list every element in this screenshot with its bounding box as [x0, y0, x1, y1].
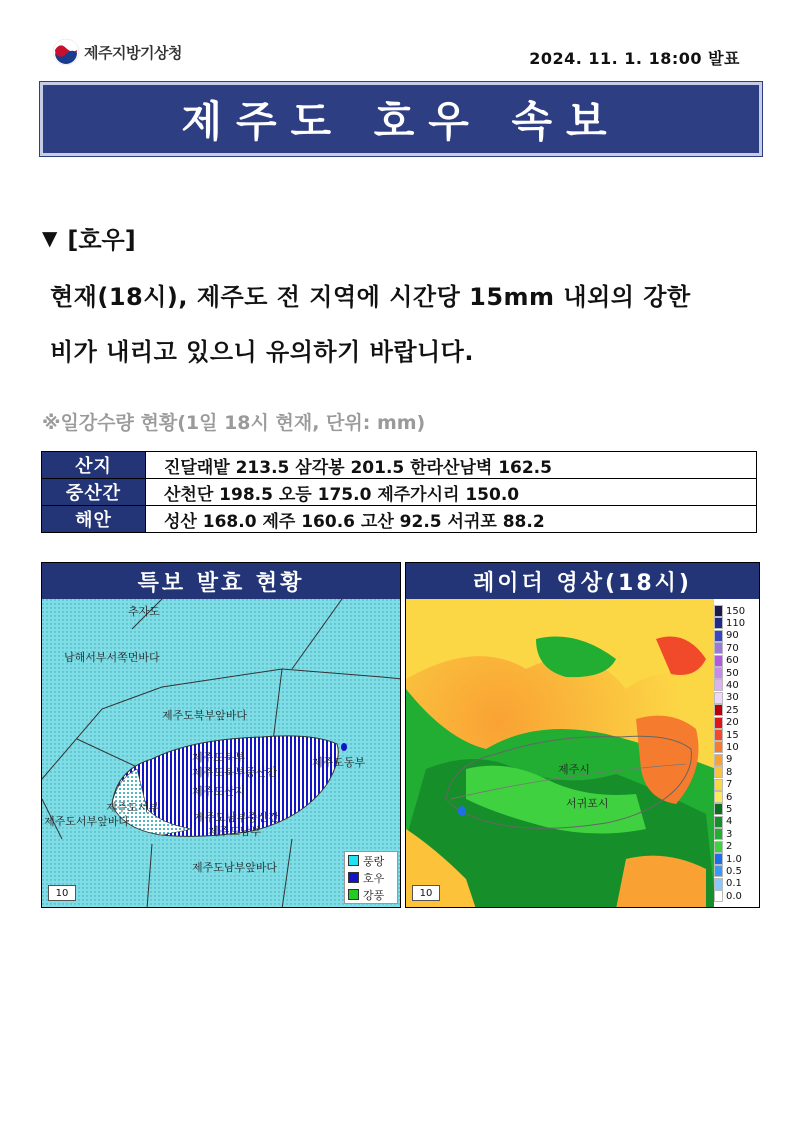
colorbar-item — [714, 828, 759, 840]
radar-marker — [458, 806, 466, 816]
rainfall-values: 성산 168.0 제주 160.6 고산 92.5 서귀포 88.2 — [146, 506, 757, 533]
colorbar-label: 150 — [726, 605, 746, 617]
colorbar-label: 60 — [726, 655, 739, 667]
colorbar-item — [714, 655, 759, 667]
table-row — [42, 452, 757, 479]
rainfall-note: ※일강수량 현황(1일 18시 현재, 단위: mm) — [42, 412, 426, 434]
colorbar-swatch — [714, 605, 723, 617]
colorbar-swatch — [714, 667, 723, 679]
label-west: 제주도서부 — [106, 801, 160, 814]
label-south-mid-mountain: 제주도남부중산간 — [194, 811, 280, 824]
colorbar-swatch — [714, 841, 723, 853]
colorbar-item — [714, 630, 759, 642]
label-mountain: 제주도산지 — [192, 785, 246, 798]
colorbar-swatch — [714, 692, 723, 704]
government-emblem-icon — [52, 38, 80, 66]
colorbar-item — [714, 717, 759, 729]
label-south: 제주도남부 — [208, 825, 262, 838]
colorbar-item — [714, 679, 759, 691]
label-east: 제주도동부 — [312, 756, 366, 769]
colorbar-swatch — [714, 890, 723, 902]
legend-item — [345, 852, 397, 869]
udo-island — [341, 743, 347, 751]
label-chujado: 추자도 — [128, 605, 160, 618]
colorbar-swatch — [714, 729, 723, 741]
colorbar-item — [714, 692, 759, 704]
table-row — [42, 506, 757, 533]
colorbar-item — [714, 617, 759, 629]
radar-title: 레이더 영상(18시) — [406, 563, 759, 599]
colorbar-swatch — [714, 828, 723, 840]
colorbar-swatch — [714, 655, 723, 667]
colorbar-swatch — [714, 704, 723, 716]
colorbar-label: 5 — [726, 803, 733, 815]
colorbar-item — [714, 803, 759, 815]
colorbar-label: 70 — [726, 642, 739, 654]
radar-echo — [616, 856, 706, 908]
legend-swatch — [348, 855, 359, 866]
colorbar-label: 0.5 — [726, 865, 742, 877]
legend-item — [345, 886, 397, 903]
label-north-mid-mountain: 제주도북부중산간 — [192, 766, 278, 779]
colorbar-label: 3 — [726, 828, 733, 840]
colorbar-label: 15 — [726, 729, 739, 741]
colorbar-item — [714, 779, 759, 791]
colorbar-label: 9 — [726, 754, 733, 766]
radar-panel — [405, 562, 760, 908]
legend-label: 강풍 — [363, 888, 385, 902]
colorbar-item — [714, 667, 759, 679]
legend-swatch — [348, 872, 359, 883]
colorbar-swatch — [714, 791, 723, 803]
colorbar-swatch — [714, 741, 723, 753]
document-header — [52, 38, 740, 76]
warning-map-panel — [41, 562, 401, 908]
city-jeju: 제주시 — [558, 763, 590, 776]
colorbar-swatch — [714, 642, 723, 654]
section-heading — [42, 220, 136, 255]
radar-scale: 10 — [412, 885, 440, 901]
colorbar-label: 4 — [726, 816, 733, 828]
colorbar-item — [714, 642, 759, 654]
radar-graphic — [406, 599, 716, 908]
colorbar-swatch — [714, 679, 723, 691]
colorbar-item — [714, 605, 759, 617]
colorbar-label: 90 — [726, 630, 739, 642]
colorbar-item — [714, 791, 759, 803]
colorbar-swatch — [714, 779, 723, 791]
advisory-line: 현재(18시), 제주도 전 지역에 시간당 15mm 내외의 강한 — [50, 283, 691, 311]
colorbar-item — [714, 816, 759, 828]
rainfall-category: 중산간 — [42, 479, 146, 506]
agency-branding — [52, 38, 182, 66]
colorbar-item — [714, 841, 759, 853]
colorbar-label: 2 — [726, 841, 733, 853]
colorbar-label: 25 — [726, 704, 739, 716]
section-heading-label: [호우] — [67, 226, 136, 254]
colorbar-label: 110 — [726, 617, 746, 629]
agency-name: 제주지방기상청 — [84, 43, 182, 62]
colorbar-label: 40 — [726, 679, 739, 691]
colorbar-swatch — [714, 865, 723, 877]
title-banner — [40, 82, 762, 156]
colorbar-label: 0.1 — [726, 878, 742, 890]
legend-swatch — [348, 889, 359, 900]
triangle-down-icon: ▼ — [42, 225, 58, 250]
radar-colorbar — [714, 599, 759, 907]
legend-label: 호우 — [363, 871, 385, 885]
label-south-sea: 제주도남부앞바다 — [192, 861, 278, 874]
colorbar-item — [714, 766, 759, 778]
warning-legend — [344, 851, 398, 904]
rainfall-category: 산지 — [42, 452, 146, 479]
label-north-sea: 제주도북부앞바다 — [162, 709, 248, 722]
colorbar-label: 8 — [726, 766, 733, 778]
colorbar-label: 10 — [726, 741, 739, 753]
colorbar-item — [714, 890, 759, 902]
warning-map-title: 특보 발효 현황 — [42, 563, 400, 599]
table-row — [42, 479, 757, 506]
label-west-sea: 제주도서부앞바다 — [44, 815, 130, 828]
colorbar-item — [714, 704, 759, 716]
rainfall-table — [41, 451, 757, 533]
advisory-line: 비가 내리고 있으니 유의하기 바랍니다. — [50, 338, 474, 366]
colorbar-item — [714, 878, 759, 890]
colorbar-swatch — [714, 853, 723, 865]
colorbar-swatch — [714, 617, 723, 629]
rainfall-values: 산천단 198.5 오등 175.0 제주가시리 150.0 — [146, 479, 757, 506]
label-north: 제주도북부 — [192, 751, 246, 764]
colorbar-item — [714, 865, 759, 877]
colorbar-swatch — [714, 766, 723, 778]
colorbar-label: 6 — [726, 791, 733, 803]
colorbar-swatch — [714, 754, 723, 766]
map-scale: 10 — [48, 885, 76, 901]
colorbar-swatch — [714, 803, 723, 815]
rainfall-category: 해안 — [42, 506, 146, 533]
colorbar-label: 30 — [726, 692, 739, 704]
legend-item — [345, 869, 397, 886]
colorbar-item — [714, 754, 759, 766]
issue-datetime: 2024. 11. 1. 18:00 발표 — [529, 49, 740, 68]
rainfall-values: 진달래밭 213.5 삼각봉 201.5 한라산남벽 162.5 — [146, 452, 757, 479]
legend-label: 풍랑 — [363, 854, 385, 868]
warning-map — [42, 599, 400, 907]
colorbar-swatch — [714, 717, 723, 729]
colorbar-swatch — [714, 878, 723, 890]
colorbar-swatch — [714, 816, 723, 828]
colorbar-swatch — [714, 630, 723, 642]
colorbar-item — [714, 741, 759, 753]
colorbar-label: 20 — [726, 717, 739, 729]
radar-image — [406, 599, 759, 907]
colorbar-label: 0.0 — [726, 890, 742, 902]
colorbar-label: 1.0 — [726, 853, 742, 865]
colorbar-label: 7 — [726, 779, 733, 791]
document-title: 제주도 호우 속보 — [181, 97, 621, 146]
label-southwest-outer-sea: 남해서부서쪽먼바다 — [64, 651, 160, 664]
colorbar-item — [714, 729, 759, 741]
colorbar-item — [714, 853, 759, 865]
colorbar-label: 50 — [726, 667, 739, 679]
city-seogwipo: 서귀포시 — [566, 797, 609, 810]
advisory-body — [50, 270, 770, 380]
